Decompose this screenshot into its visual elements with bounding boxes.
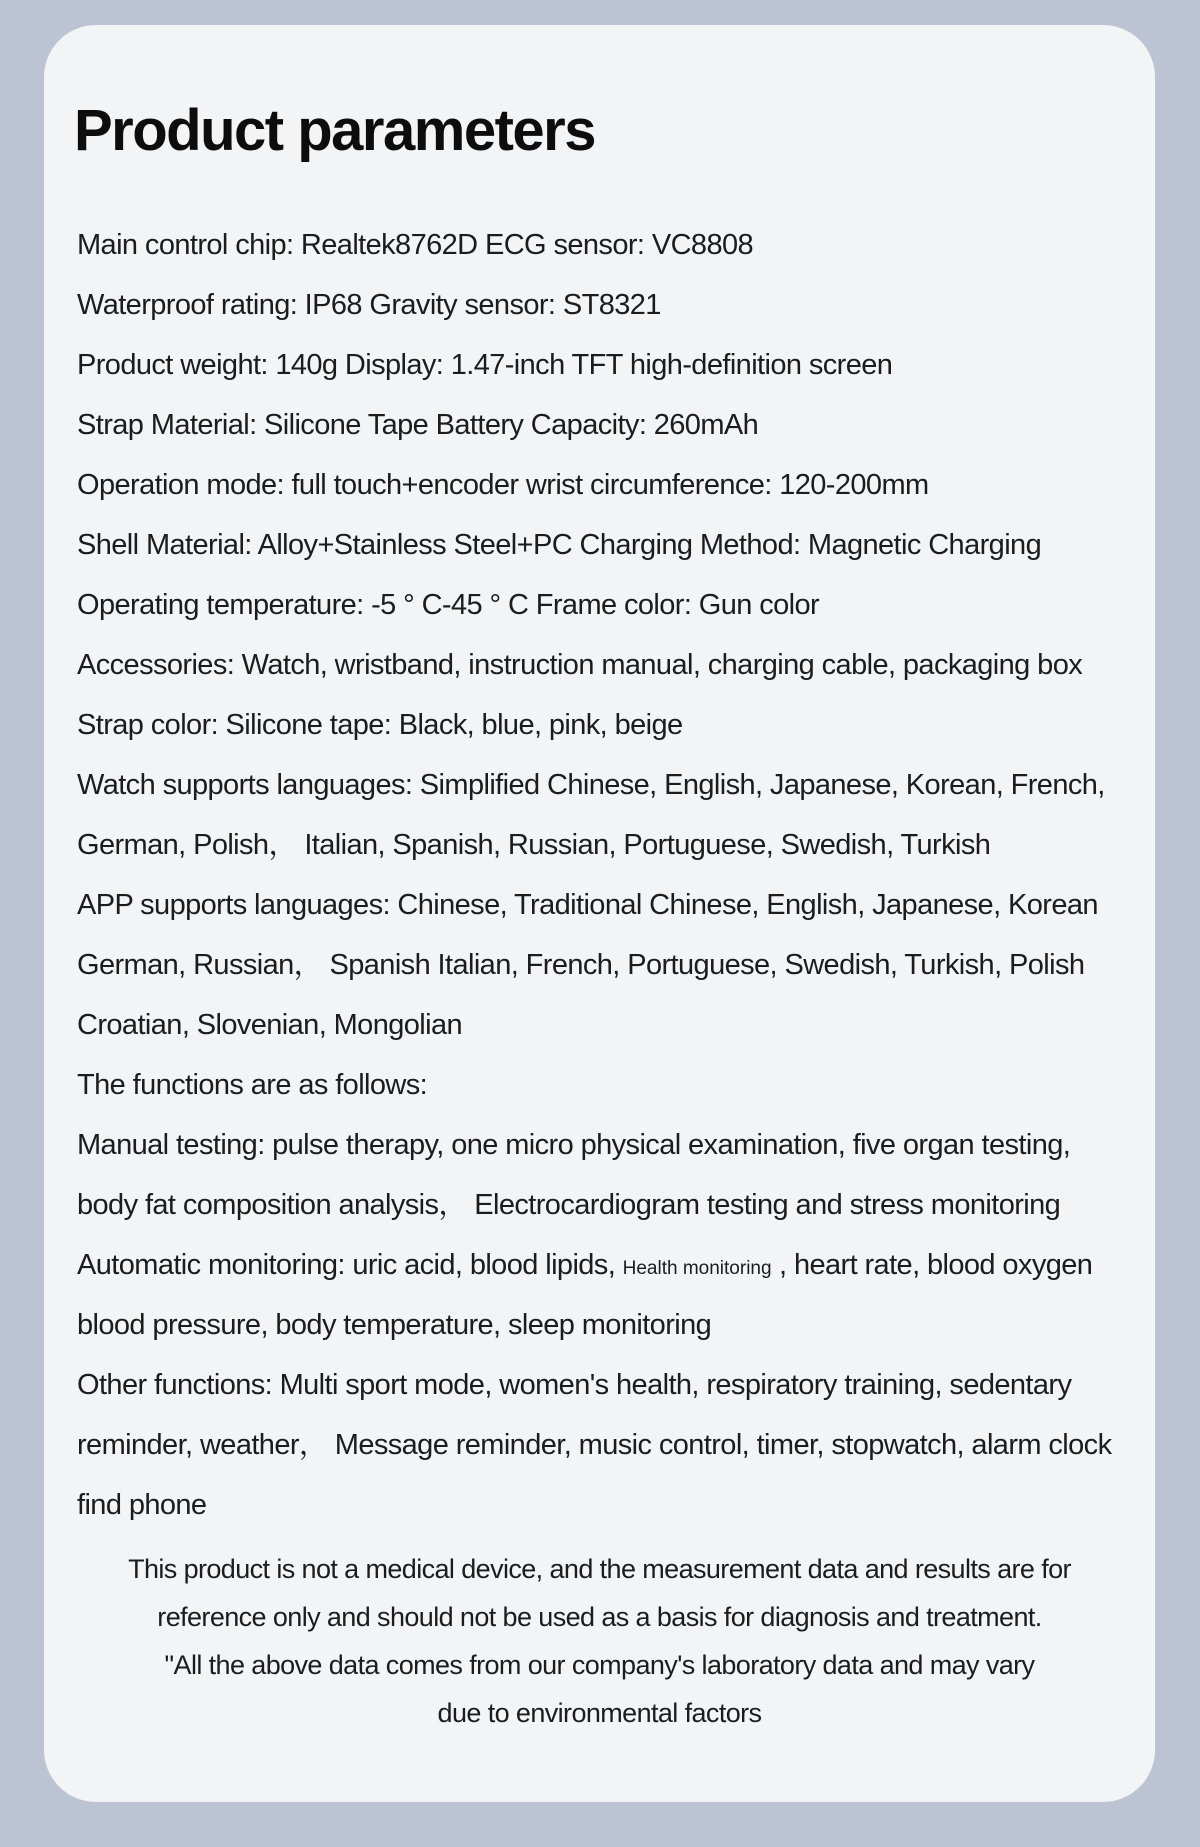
param-waterproof: Waterproof rating: IP68 Gravity sensor: ST8321 [77,289,661,321]
param-watch-languages: Watch supports languages: Simplified Chinese, English, Japanese, Korean, French, [77,769,1105,801]
param-other-functions: Other functions: Multi sport mode, women's health, respiratory training, sedentary [77,1369,1072,1401]
health-monitoring-small-text: Health monitoring [622,1258,772,1279]
param-accessories: Accessories: Watch, wristband, instruction manual, charging cable, packaging box [77,649,1083,681]
param-temperature-frame: Operating temperature: -5 ° C-45 ° C Frame color: Gun color [77,589,820,621]
disclaimer-line-4: due to environmental factors [437,1698,762,1728]
param-other-functions-cont: reminder, weather， Message reminder, music control, timer, stopwatch, alarm clock [77,1429,1112,1461]
param-weight-display: Product weight: 140g Display: 1.47-inch TFT high-definition screen [77,349,893,381]
disclaimer-line-1: This product is not a medical device, and the measurement data and results are for [128,1554,1071,1584]
disclaimer-line-2: reference only and should not be used as a basis for diagnosis and treatment. [157,1602,1042,1632]
param-automatic-monitoring [77,1235,1111,1295]
param-strap-color: Strap color: Silicone tape: Black, blue, pink, beige [77,709,683,741]
param-functions-heading: The functions are as follows: [77,1069,428,1101]
disclaimer [44,1545,1155,1737]
param-shell-charging: Shell Material: Alloy+Stainless Steel+PC Charging Method: Magnetic Charging [77,529,1042,561]
disclaimer-line-3: "All the above data comes from our company's laboratory data and may vary [164,1650,1035,1680]
param-app-languages-cont: German, Russian， Spanish Italian, French, Portuguese, Swedish, Turkish, Polish [77,949,1085,981]
page-title: Product parameters [74,98,595,163]
param-strap-battery: Strap Material: Silicone Tape Battery Capacity: 260mAh [77,409,759,441]
param-chip: Main control chip: Realtek8762D ECG sensor: VC8808 [77,229,754,261]
param-other-functions-cont-2: find phone [77,1489,207,1521]
parameter-list [77,215,1111,1535]
param-app-languages-cont-2: Croatian, Slovenian, Mongolian [77,1009,463,1041]
auto-monitoring-text: Automatic monitoring: uric acid, blood lipids, [77,1249,616,1281]
param-manual-testing: Manual testing: pulse therapy, one micro physical examination, five organ testing, [77,1129,1071,1161]
parameters-card [44,25,1155,1802]
param-automatic-monitoring-cont: blood pressure, body temperature, sleep monitoring [77,1309,712,1341]
param-operation-mode: Operation mode: full touch+encoder wrist circumference: 120-200mm [77,469,929,501]
param-app-languages: APP supports languages: Chinese, Traditional Chinese, English, Japanese, Korean [77,889,1098,921]
param-watch-languages-cont: German, Polish， Italian, Spanish, Russian, Portuguese, Swedish, Turkish [77,829,991,861]
param-manual-testing-cont: body fat composition analysis， Electrocardiogram testing and stress monitoring [77,1189,1061,1221]
auto-monitoring-text-end: , heart rate, blood oxygen [779,1249,1093,1281]
